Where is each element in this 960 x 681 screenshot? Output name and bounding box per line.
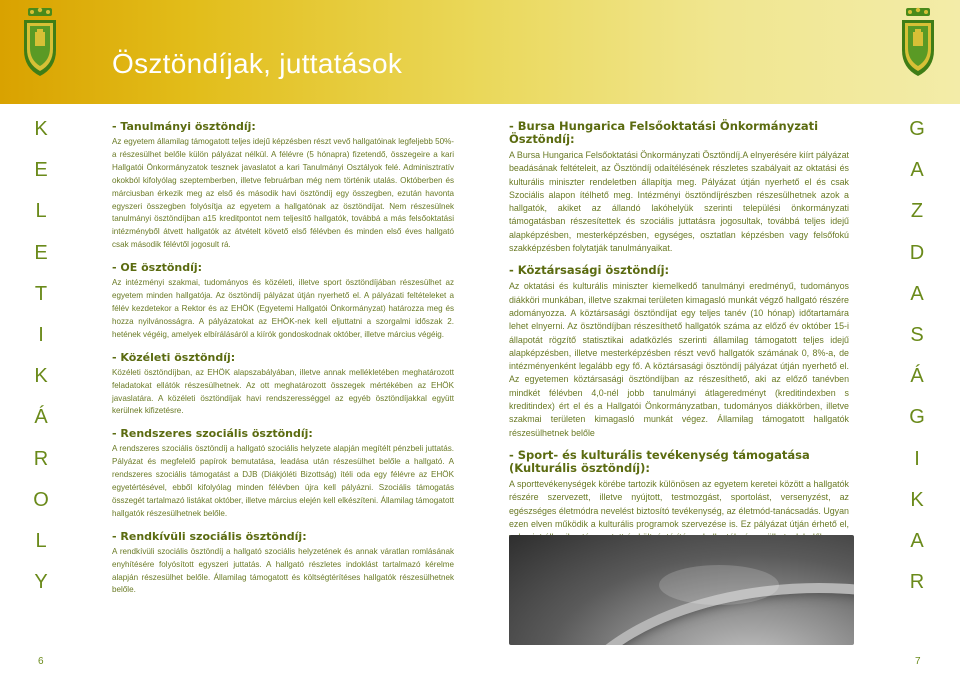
right-column — [509, 120, 849, 553]
side-letter: A — [910, 282, 924, 305]
side-letter: Á — [34, 406, 48, 429]
section-title: - Tanulmányi ösztöndíj: — [112, 120, 256, 133]
side-letter: G — [909, 118, 925, 140]
section-title: - Köztársasági ösztöndíj: — [509, 263, 670, 278]
section-text: Az egyetem államilag támogatott teljes idejű képzésben részt vevő hallgatóinak legfeljebb 50%-a részesülhet belőle külön pályázat nélkül. A félévre (5 hónapra) fizetendő, összegeire a kari Hallgatói Önkormányzatok tesznek javaslatot a kari Tanulmányi Osztályok felé. Adminisztratív okokból kifolyólag szeptemberben, illetve februárban még nem történik utalás. Októberben és márciusban érkezik meg az első és második havi ösztöndíj egy összegben, ezután havonta egyszeri összegben folyósítja az egyetem a hallgatónak az ösztöndíjat. Nem részesülnek tanulmányi ösztöndíjban a15 kreditpontot nem teljesítő hallgatók, továbbá a más felsőoktatási intézményből átvett hallgatók az átvételt követő első félévben és minden első éves hallgató csak második félévtől jogosult rá. — [112, 137, 454, 250]
coin-photo — [509, 535, 854, 645]
side-letter: D — [909, 241, 925, 264]
section-title: - Sport- és kulturális tevékenység támogatása (Kulturális ösztöndíj): — [509, 447, 810, 475]
coat-of-arms-icon — [900, 6, 936, 78]
scholarship-section — [509, 264, 849, 440]
section-text: Az intézményi szakmai, tudományos és közéleti, illetve sport ösztöndíjában részesülhet az egyetem minden hallgatója. Az ösztöndíj pályázat útján nyerhető el. A pályázati feltételeket a félév kezdetekor a Rektor és az EHÖK (Egyetemi Hallgatói Önkormányzat) határozza meg és hozza nyilvánosságra. A pályázatokat az EHÖK-nek kell eljuttatni a szorgalmi időszak 2. hetének végéig, amelyek elbírálásáról a kiírók gondoskodnak október, illetve március végéig. — [112, 278, 454, 339]
side-letter: R — [33, 447, 49, 470]
side-letter: A — [910, 529, 924, 552]
section-title: - Közéleti ösztöndíj: — [112, 350, 236, 364]
page-title: Ösztöndíjak, juttatások — [112, 48, 403, 79]
section-text: A rendszeres szociális ösztöndíj a hallgató szociális helyzete alapján megítélt pénzbeli juttatás. Pályázat és megfelelő papírok bemutatása, leadása után részesülhet belőle a hallgató. A rendszeres szociális támogatást a DJB (Diákjóléti Bizottság) ítéli oda egy félévre az EHÖK egyetértésével, ebből kifolyólag minden félévben újra kell pályázni. Szociális támogatás összegét tartalmazó listákat október, illetve március elején kell elkészíteni. Államilag támogatott hallgatók részesülhetnek belőle. — [112, 444, 454, 518]
side-letter: I — [914, 447, 920, 470]
page-number-left: 6 — [38, 656, 44, 667]
side-letter: L — [35, 200, 47, 223]
side-letter: K — [910, 488, 924, 511]
scholarship-section — [112, 261, 454, 342]
side-letter: T — [34, 282, 48, 305]
section-text: A sporttevékenységek körébe tartozik különösen az egyetem keretei között a hallgatók részére szervezett, illetve nyújtott, testmozgást, sportolást, versenyzést, az egészséges életmódra nevelést biztosító tevékenység, az életmód-tanácsadás. Ugyan ezen elven működik a kulturális programok szervezése is. Ez pályázat útján érhető el, — [509, 478, 849, 529]
side-letter: E — [34, 241, 48, 264]
section-text: Közéleti ösztöndíjban, az EHÖK alapszabályában, illetve annak mellékletében meghatározott feladatokat ellátók részesülhetnek. Az ott meghatározott összegek mértékében az EHÖK javaslatára. A közéleti ösztöndíjak havi rendszerességgel az egyéb ösztöndíjakkal együtt kerülnek kifizetésre. — [112, 367, 454, 416]
scholarship-section — [509, 449, 849, 544]
coat-of-arms-icon — [22, 6, 58, 78]
section-text: A rendkívüli szociális ösztöndíj a hallgató szociális helyzetének és annak váratlan romlásának enyhítésére folyósított egyszeri juttatás. A hallgató részletes indoklást tartalmazó kérelme alapján részesülhet belőle. Államilag támogatott és költségtérítéses hallgatók részesülhetnek belőle. — [112, 546, 454, 595]
section-text: Az oktatási és kulturális miniszter kiemelkedő tanulmányi eredményű, tudományos diákköri munkában, illetve szakmai területen kimagasló munkát végző hallgató részére adományozza. A köztársasági ösztöndíjat egy teljes tanév (10 hónap) időtartamára lehet elnyerni. Az ösztöndíjban részesíthető hallgatók száma az előző év október 15-i állapotát rögzítő statisztikai adatközlés szerinti államilag támogatott teljes idejű alapképzésben, illetve mesterképzésben részt vevő hallgatók számának 0, 8%-a, de intézményenként legalább egy fő. A köztársasági ösztöndíj pályázat útján nyerhető el. Az egyetemen köztársasági ösztöndíjban az részesíthető, aki az előző tanévben mindkét félévben 4,0-nél jobb tanulmányi átlageredményt (kreditindexben s kreditindex) ért el és a Hallgatói Önkormányzatban, tudományos diákkörben, illetve szakmai területen kimagasló munkát végez. Államilag támogatott hallgatók részesülhetnek belőle — [509, 281, 849, 438]
side-letter: E — [34, 159, 48, 182]
side-letter: K — [34, 118, 48, 140]
side-letter: A — [910, 159, 924, 182]
scholarship-section — [509, 120, 849, 255]
page-number-right: 7 — [915, 656, 921, 667]
side-letter: K — [34, 365, 48, 388]
side-title-right — [904, 118, 930, 612]
side-letter: O — [33, 488, 49, 511]
header-banner — [0, 0, 960, 104]
side-letter: Á — [910, 365, 924, 388]
side-letter: S — [910, 323, 924, 346]
side-letter: Z — [910, 200, 924, 223]
side-letter: L — [35, 529, 47, 552]
left-column — [112, 120, 454, 606]
scholarship-section — [112, 120, 454, 252]
scholarship-section — [112, 427, 454, 520]
section-title: - Rendkívüli szociális ösztöndíj: — [112, 529, 307, 543]
section-title: - Rendszeres szociális ösztöndíj: — [112, 427, 313, 441]
side-letter: R — [909, 571, 925, 594]
section-title: - Bursa Hungarica Felsőoktatási Önkormányzati Ösztöndíj: — [509, 119, 819, 146]
section-text: A Bursa Hungarica Felsőoktatási Önkormányzati Ösztöndíj.A elnyerésére kiírt pályázat beadásának feltételeit, az Ösztöndíj odaítélésének részletes szabályait az oktatási és kulturális miniszter rendeletben állapítja meg. Pályázat útján nyerhető el és csak Szociális alapon ítélhető meg. Intézményi ösztöndíjrészben részesülhetnek azok a hallgatók, akiket az állandó lakóhelyük szerinti települési önkormányzati támogatásban részesítettek és szociális juttatásra jogosultak, továbbá teljes idejű alapképzésben, mesterképzésben, egységes, osztatlan képzésben vagy felsőfokú szakképzésben folytatják tanulmányaikat. — [509, 150, 849, 254]
side-letter: Y — [34, 571, 48, 594]
scholarship-section — [112, 530, 454, 598]
side-letter: I — [38, 323, 44, 346]
scholarship-section — [112, 351, 454, 419]
side-title-left — [28, 118, 54, 612]
section-title: - OE ösztöndíj: — [112, 261, 203, 275]
side-letter: G — [909, 406, 925, 429]
